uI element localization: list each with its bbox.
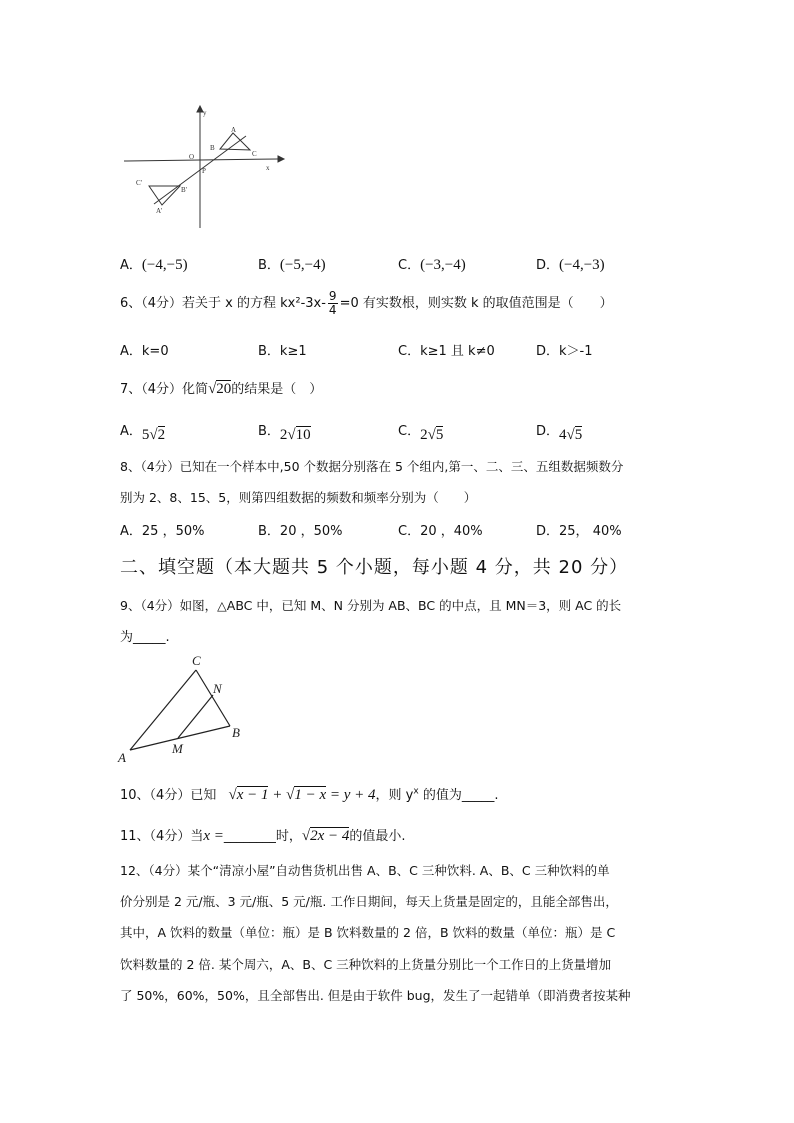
q8-option-d[interactable]: D．25， 40% (536, 524, 622, 539)
label-a: A (231, 126, 237, 134)
x-axis-arrow (278, 156, 284, 162)
coordinate-figure (118, 104, 288, 234)
label-b1: B' (181, 186, 187, 194)
label-a1: A' (156, 207, 163, 215)
q6-stem: 6、（4分）若关于 x 的方程 kx²-3x- $\frac{9}{4}$ =0 有实数根，则实数 k 的取值范围是（ ） (120, 289, 613, 317)
q12-line3: 其中，A 饮料的数量（单位：瓶）是 B 饮料数量的 2 倍，B 饮料的数量（单位：瓶）是 C (120, 925, 616, 940)
side-ac (130, 670, 196, 750)
q7-radical: √20 (208, 381, 232, 397)
label-b-vertex: B (232, 725, 240, 740)
side-cb (196, 670, 230, 726)
label-n-vertex: N (213, 681, 222, 696)
q5-option-b[interactable]: B．(−5,−4) (258, 257, 326, 273)
q6-fraction: $\frac{9}{4}$ (328, 289, 337, 317)
q6-option-c[interactable]: C．k≥1 且 k≠0 (398, 344, 495, 359)
label-b: B (210, 144, 215, 152)
triangle-a1b1c1 (149, 186, 180, 205)
label-m-vertex: M (172, 741, 183, 756)
q8-line2: 别为 2、8、15、5，则第四组数据的频数和频率分别为（ ） (120, 490, 477, 505)
q12-line1: 12、（4分）某个“清凉小屋”自动售货机出售 A、B、C 三种饮料. A、B、C 三种饮料的单 (120, 863, 610, 878)
triangle-abc (220, 133, 250, 150)
q6-option-a[interactable]: A．k=0 (120, 344, 169, 359)
q11-answer-blank[interactable]: ________ (223, 829, 276, 844)
label-a-vertex: A (118, 750, 126, 765)
label-c1: C' (136, 179, 142, 187)
q5-option-c[interactable]: C．(−3,−4) (398, 257, 466, 273)
q12-line2: 价分别是 2 元/瓶、3 元/瓶、5 元/瓶. 工作日期间，每天上货量是固定的，且能全部售出， (120, 894, 618, 909)
q9-line1: 9、（4分）如图，△ABC 中，已知 M、N 分别为 AB、BC 的中点，且 MN＝3，则 AC 的长 (120, 598, 622, 613)
q5-option-d[interactable]: D．(−4,−3) (536, 257, 605, 273)
label-c: C (252, 150, 257, 158)
q8-line1: 8、（4分）已知在一个样本中,50 个数据分别落在 5 个组内,第一、二、三、五组数据频数分 (120, 459, 624, 474)
q11-stem: 11、（4分）当x =________时，√2x − 4的值最小. (120, 828, 406, 844)
label-x: x (266, 164, 270, 172)
q7-option-a[interactable]: A．5√2 (120, 424, 166, 443)
q6-option-b[interactable]: B．k≥1 (258, 344, 307, 359)
label-c-vertex: C (192, 653, 201, 668)
q7-option-c[interactable]: C．2√5 (398, 424, 444, 443)
label-o: O (189, 153, 195, 161)
q12-line4: 饮料数量的 2 倍. 某个周六，A、B、C 三种饮料的上货量分别比一个工作日的上货量增加 (120, 957, 612, 972)
q9-line2: 为_____. (120, 630, 170, 645)
q8-option-a[interactable]: A．25 ，50% (120, 524, 205, 539)
section2-title: 二、填空题（本大题共 5 个小题，每小题 4 分，共 20 分） (120, 557, 629, 578)
q11-radical: √2x − 4 (301, 828, 350, 844)
label-p: P (202, 167, 206, 175)
x-axis (124, 159, 278, 161)
triangle-figure (116, 650, 246, 768)
q7-option-d[interactable]: D．4√5 (536, 424, 583, 443)
q7-option-b[interactable]: B．2√10 (258, 424, 311, 443)
label-y: y (203, 109, 207, 117)
q6-option-d[interactable]: D．k＞-1 (536, 344, 593, 359)
q7-stem: 7、（4分）化简√20的结果是（ ） (120, 381, 323, 397)
q10-stem: 10、（4分）已知 √x − 1 + √1 − x = y + 4，则 $y^x$ 的值为_____. (120, 786, 499, 803)
q8-option-c[interactable]: C．20 ，40% (398, 524, 483, 539)
q10-equation: √x − 1 + √1 − x = y + 4 (228, 787, 376, 803)
q12-line5: 了 50%，60%，50%，且全部售出. 但是由于软件 bug，发生了一起错单（即消费者按某种 (120, 988, 631, 1003)
q5-option-a[interactable]: A．(−4,−5) (120, 257, 188, 273)
q8-option-b[interactable]: B．20 ，50% (258, 524, 343, 539)
